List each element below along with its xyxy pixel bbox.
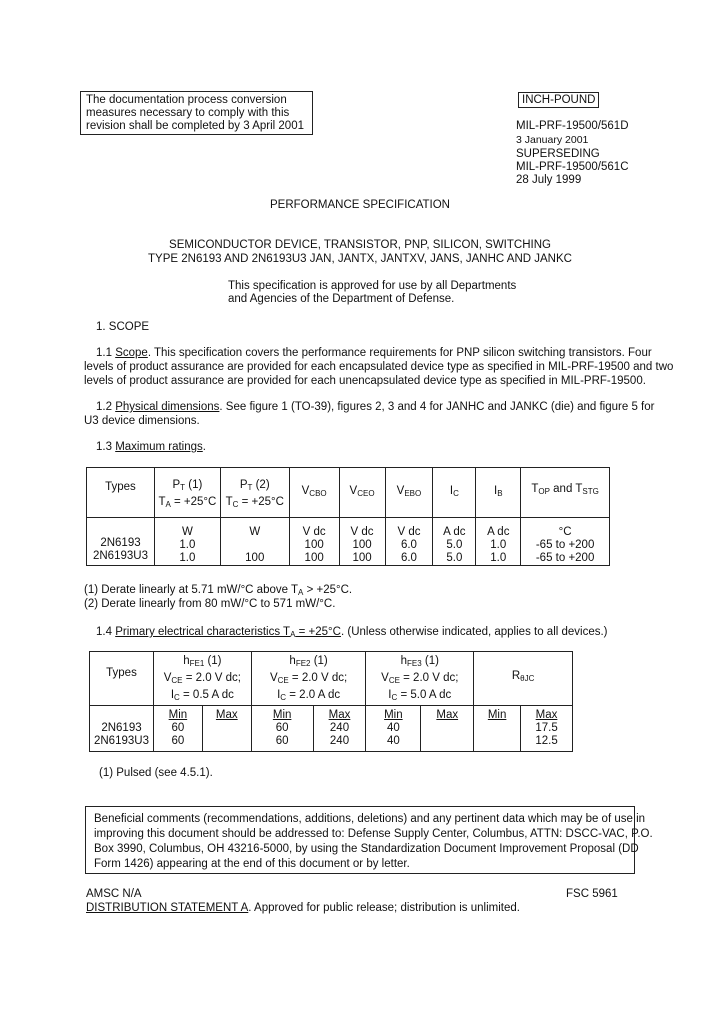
hfe2-ic-subscript: C	[280, 693, 287, 702]
vebo-header	[385, 468, 433, 518]
hfe2-subscript: FE2	[295, 659, 311, 668]
pt2-note: (2)	[252, 479, 270, 491]
elec-types-col	[90, 706, 154, 752]
pt1-col	[154, 518, 220, 566]
inch-pound-label: INCH-POUND	[518, 92, 599, 108]
paragraph-1-2	[84, 400, 655, 428]
temp-col	[521, 518, 610, 566]
hfe1-vce-subscript: CE	[171, 676, 183, 685]
vcbo-row-1: 100	[304, 539, 324, 551]
ib-row-2: 1.0	[490, 552, 507, 564]
hfe3-symbol: h	[400, 655, 408, 667]
hfe3-subscript: FE3	[407, 659, 422, 668]
ic-row-2: 5.0	[446, 552, 463, 564]
rth-subscript: θJC	[520, 674, 535, 683]
hfe3-ic-value: = 5.0 A dc	[397, 689, 452, 701]
p11-title: Scope	[115, 347, 148, 359]
footnote-1-text: (1) Derate linearly at 5.71 mW/°C above T	[84, 584, 299, 596]
doc-number: MIL-PRF-19500/561D	[516, 120, 629, 132]
device-title-line-2: TYPE 2N6193 AND 2N6193U3 JAN, JANTX, JANTXV, JANS, JANHC AND JANKC	[148, 253, 572, 265]
p12-line-2: U3 device dimensions.	[84, 415, 200, 427]
pt1-row-1: 1.0	[179, 539, 196, 551]
p14-title-subscript: A	[290, 630, 296, 639]
p13-title: Maximum ratings	[115, 441, 203, 453]
pt2-row-1	[221, 539, 289, 552]
hfe2-max-label: Max	[328, 709, 351, 721]
footnote-2: (2) Derate linearly from 80 mW/°C to 571 mW/°C.	[84, 598, 336, 610]
elec-type-row-2: 2N6193U3	[93, 735, 149, 747]
vebo-unit: V dc	[397, 526, 421, 538]
comment-line-1: Beneficial comments (recommendations, additions, deletions) and any pertinent data which may be of use in	[94, 813, 646, 825]
ib-unit: A dc	[487, 526, 510, 538]
comment-line-4: Form 1426) appearing at the end of this document or by letter.	[94, 858, 410, 870]
ic-header	[433, 468, 476, 518]
hfe2-ic-symbol: I	[277, 689, 281, 701]
approval-line-1: This specification is approved for use by all Departments	[228, 280, 517, 292]
superseded-date: 28 July 1999	[516, 174, 582, 186]
pulsed-footnote: (1) Pulsed (see 4.5.1).	[99, 767, 213, 779]
top-tstg-header	[521, 468, 610, 518]
temp-unit: °C	[558, 526, 572, 538]
vebo-subscript: EBO	[404, 489, 422, 498]
hfe3-header	[366, 652, 474, 706]
hfe2-max-row-2: 240	[329, 735, 350, 747]
ic-row-1: 5.0	[446, 539, 463, 551]
vebo-row-2: 6.0	[400, 552, 417, 564]
vebo-col	[385, 518, 433, 566]
rth-min-row-2	[474, 735, 520, 748]
hfe1-max-label: Max	[215, 709, 238, 721]
hfe1-ic-subscript: C	[174, 693, 180, 702]
approval-line-2: and Agencies of the Department of Defense.	[228, 293, 455, 305]
pt2-row-2: 100	[245, 552, 265, 564]
hfe3-vce-subscript: CE	[388, 676, 400, 685]
pt2-header	[220, 468, 289, 518]
distribution-text: . Approved for public release; distribution is unlimited.	[248, 902, 520, 914]
hfe1-min-row-2: 60	[171, 735, 185, 747]
superseding-label: SUPERSEDING	[516, 148, 600, 160]
hfe2-max-col	[313, 706, 366, 752]
electrical-body-row	[90, 706, 573, 752]
vebo-row-1: 6.0	[400, 539, 417, 551]
scope-heading: 1. SCOPE	[96, 321, 150, 333]
hfe3-max-label: Max	[436, 709, 459, 721]
rth-max-row-2: 12.5	[535, 735, 558, 747]
vceo-symbol: V	[349, 485, 358, 497]
footnote-1-subscript: A	[298, 588, 304, 597]
rth-min-label: Min	[487, 709, 507, 721]
hfe3-ic-subscript: C	[391, 693, 398, 702]
top-subscript: OP	[538, 487, 550, 496]
hfe1-max-col	[202, 706, 251, 752]
pt1-header	[154, 468, 220, 518]
max-ratings-table	[86, 467, 610, 566]
pt1-symbol: P	[172, 479, 181, 491]
hfe3-vce-value: = 2.0 V dc;	[399, 672, 459, 684]
types-header-2: Types	[90, 652, 154, 706]
vcbo-row-2: 100	[304, 552, 324, 564]
spec-type-title: PERFORMANCE SPECIFICATION	[270, 199, 450, 211]
p11-line-1: . This specification covers the performance requirements for PNP silicon switching transistors. Four	[147, 347, 652, 359]
ib-row-1: 1.0	[490, 539, 507, 551]
doc-date: 3 January 2001	[516, 134, 589, 146]
pt1-note: (1)	[185, 479, 203, 491]
hfe1-symbol: h	[183, 655, 190, 667]
p14-number: 1.4	[96, 626, 112, 638]
pt2-col	[220, 518, 289, 566]
type-row-2: 2N6193U3	[92, 550, 148, 562]
pt2-cond-value: = +25°C	[238, 496, 284, 508]
hfe2-min-row-1: 60	[275, 722, 289, 734]
pt1-subscript: T	[180, 483, 186, 492]
hfe2-vce-value: = 2.0 V dc;	[288, 672, 348, 684]
comment-line-2: improving this document should be addressed to: Defense Supply Center, Columbus, ATTN: DSCC-VAC, P.O.	[94, 828, 653, 840]
vcbo-col	[289, 518, 339, 566]
hfe1-ic-value: = 0.5 A dc	[179, 689, 234, 701]
ib-col	[476, 518, 521, 566]
vceo-col	[339, 518, 385, 566]
rth-max-label: Max	[535, 709, 558, 721]
hfe2-max-row-1: 240	[329, 722, 350, 734]
rth-header	[474, 652, 573, 706]
superseded-number: MIL-PRF-19500/561C	[516, 161, 629, 173]
pt1-cond-value: = +25°C	[170, 496, 217, 508]
tstg-subscript: STG	[582, 487, 599, 496]
hfe1-min-label: Min	[168, 709, 188, 721]
types-col	[87, 518, 155, 566]
vceo-subscript: CEO	[357, 489, 375, 498]
type-row-1: 2N6193	[100, 537, 141, 549]
comments-box	[85, 806, 653, 874]
types-header: Types	[87, 468, 155, 518]
hfe2-min-col	[251, 706, 313, 752]
hfe3-ic-symbol: I	[388, 689, 392, 701]
top-symbol: T	[531, 483, 539, 495]
comment-line-3: Box 3990, Columbus, OH 43216-5000, by using the Standardization Document Improvement Proposal (DD	[94, 843, 639, 855]
pt2-symbol: P	[239, 479, 248, 491]
ib-symbol: I	[493, 485, 498, 497]
temp-row-2: -65 to +200	[535, 552, 595, 564]
vceo-header	[339, 468, 385, 518]
hfe1-note: (1)	[204, 655, 222, 667]
p12-title: Physical dimensions	[115, 401, 220, 413]
ib-header	[476, 468, 521, 518]
vebo-symbol: V	[396, 485, 405, 497]
pt1-cond-symbol: T	[158, 496, 166, 508]
hfe1-min-row-1: 60	[171, 722, 185, 734]
p14-title	[115, 626, 341, 638]
hfe3-min-row-2: 40	[386, 735, 400, 747]
hfe3-max-row-1	[421, 722, 473, 735]
hfe3-max-col	[421, 706, 474, 752]
max-ratings-body-row	[87, 518, 610, 566]
device-title-line-1: SEMICONDUCTOR DEVICE, TRANSISTOR, PNP, SILICON, SWITCHING	[169, 239, 551, 251]
amsc-label: AMSC N/A	[86, 888, 142, 900]
hfe1-ic-symbol: I	[170, 689, 175, 701]
hfe3-min-col	[366, 706, 421, 752]
hfe2-min-row-2: 60	[275, 735, 289, 747]
hfe2-min-label: Min	[272, 709, 292, 721]
hfe3-min-label: Min	[384, 709, 403, 721]
ic-symbol: I	[449, 485, 454, 497]
note-line-1: The documentation process conversion	[86, 94, 287, 106]
vcbo-subscript: CBO	[309, 489, 327, 498]
hfe1-max-row-2	[203, 735, 251, 748]
p14-tail: . (Unless otherwise indicated, applies to all devices.)	[340, 626, 608, 638]
pt2-cond-subscript: C	[232, 500, 239, 509]
fsc-label: FSC 5961	[566, 888, 618, 900]
electrical-header-row	[90, 652, 573, 706]
hfe1-vce-value: = 2.0 V dc;	[182, 672, 241, 684]
pt2-subscript: T	[247, 483, 253, 492]
hfe1-vce-symbol: V	[163, 672, 172, 684]
p13-tail: .	[202, 441, 206, 453]
hfe2-symbol: h	[289, 655, 296, 667]
pt2-unit: W	[249, 526, 261, 538]
vceo-row-1: 100	[352, 539, 372, 551]
p12-number: 1.2	[96, 401, 112, 413]
p13-number: 1.3	[96, 441, 112, 453]
max-ratings-header-row	[87, 468, 610, 518]
rth-min-col	[474, 706, 521, 752]
ic-subscript: C	[453, 489, 459, 498]
pt1-row-2: 1.0	[179, 552, 196, 564]
p11-number: 1.1	[96, 347, 112, 359]
rth-max-row-1: 17.5	[535, 722, 558, 734]
hfe3-max-row-2	[421, 735, 473, 748]
vceo-row-2: 100	[352, 552, 372, 564]
temp-row-1: -65 to +200	[535, 539, 595, 551]
p14-title-text: Primary electrical characteristics T	[115, 626, 291, 638]
hfe3-note: (1)	[421, 655, 439, 667]
note-line-2: measures necessary to comply with this	[86, 107, 290, 119]
rth-symbol: R	[511, 670, 521, 682]
hfe1-max-row-1	[203, 722, 251, 735]
rth-max-col	[521, 706, 573, 752]
hfe2-note: (1)	[310, 655, 328, 667]
conversion-note-box	[80, 91, 313, 135]
hfe1-subscript: FE1	[189, 659, 205, 668]
vceo-unit: V dc	[350, 526, 374, 538]
ic-col	[433, 518, 476, 566]
p14-title-tail: = +25°C	[295, 626, 341, 638]
hfe2-header	[251, 652, 366, 706]
pt1-cond-subscript: A	[165, 500, 171, 509]
electrical-table	[89, 651, 573, 752]
hfe1-header	[153, 652, 251, 706]
hfe2-ic-value: = 2.0 A dc	[286, 689, 341, 701]
p12-line-1: . See figure 1 (TO-39), figures 2, 3 and 4 for JANHC and JANKC (die) and figure 5 for	[219, 401, 655, 413]
paragraph-1-1	[84, 346, 674, 388]
ib-subscript: B	[497, 489, 503, 498]
vcbo-unit: V dc	[302, 526, 326, 538]
p11-line-2: levels of product assurance are provided for each encapsulated device type as specified in MIL-PRF-19500 and two	[84, 361, 674, 373]
note-line-3: revision shall be completed by 3 April 2001	[86, 120, 304, 132]
hfe2-vce-subscript: CE	[277, 676, 289, 685]
vcbo-header	[289, 468, 339, 518]
ic-unit: A dc	[443, 526, 466, 538]
distribution-statement	[86, 901, 520, 915]
elec-type-row-1: 2N6193	[101, 722, 142, 734]
tstg-symbol: T	[575, 483, 583, 495]
paragraph-1-4	[96, 625, 608, 642]
rth-min-row-1	[474, 722, 520, 735]
p11-line-3: levels of product assurance are provided for each unencapsulated device type as specified in MIL-PRF-19500.	[84, 375, 646, 387]
hfe1-min-col	[153, 706, 202, 752]
and-text: and	[549, 483, 576, 495]
pt2-cond-symbol: T	[225, 496, 233, 508]
hfe2-vce-symbol: V	[269, 672, 278, 684]
hfe3-vce-symbol: V	[381, 672, 389, 684]
distribution-label: DISTRIBUTION STATEMENT A	[86, 902, 249, 914]
paragraph-1-3	[84, 440, 644, 454]
footnote-1-tail: > +25°C.	[303, 584, 353, 596]
vcbo-symbol: V	[301, 485, 310, 497]
hfe3-min-row-1: 40	[386, 722, 400, 734]
pt1-unit: W	[181, 526, 193, 538]
